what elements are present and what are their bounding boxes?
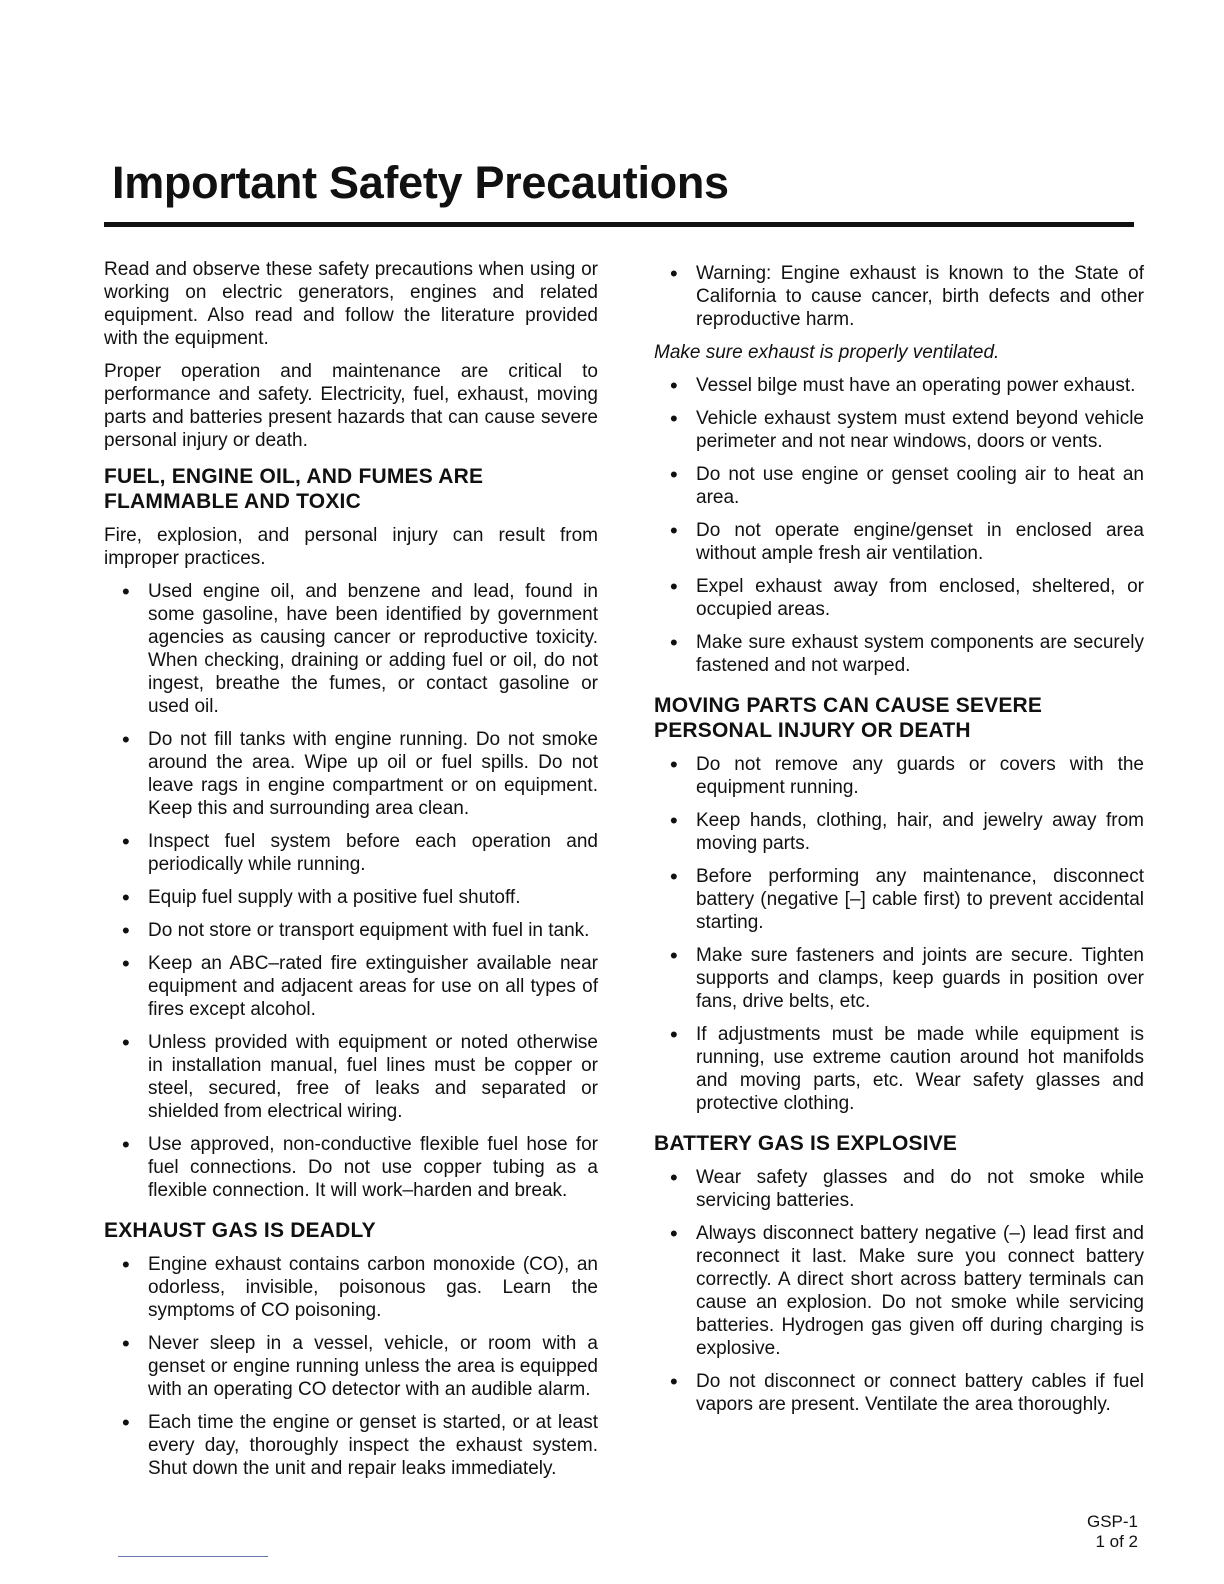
fuel-intro: Fire, explosion, and personal injury can result from improper practices. bbox=[104, 525, 598, 569]
intro-paragraph-1: Read and observe these safety precautions when using or working on electric generators, engines and related equipment. Also read and follow the literature provided with the equipment. bbox=[104, 259, 598, 349]
list-item: • Before performing any maintenance, disconnect battery (negative [–] cable first) to prevent accidental starting. bbox=[654, 865, 1144, 934]
page-title: Important Safety Precautions bbox=[112, 157, 729, 208]
page-footer bbox=[1087, 1512, 1138, 1552]
ventilation-list bbox=[654, 374, 1144, 677]
list-item: • Used engine oil, and benzene and lead, found in some gasoline, have been identified by government agencies as causing cancer or reproductive toxicity. When checking, draining or adding fuel or oil, do not ingest, breathe the fumes, or contact gasoline or used oil. bbox=[104, 580, 598, 718]
left-column bbox=[104, 258, 598, 1490]
list-item: • Do not operate engine/genset in enclosed area without ample fresh air ventilation. bbox=[654, 519, 1144, 565]
list-item: • Make sure fasteners and joints are secure. Tighten supports and clamps, keep guards in position over fans, drive belts, etc. bbox=[654, 944, 1144, 1013]
moving-heading-line-1: MOVING PARTS CAN CAUSE SEVERE bbox=[654, 694, 1043, 717]
list-item: • Inspect fuel system before each operation and periodically while running. bbox=[104, 830, 598, 876]
fuel-heading-line-2: FLAMMABLE AND TOXIC bbox=[104, 490, 361, 513]
page-number: 1 of 2 bbox=[1095, 1532, 1138, 1551]
list-item: • Equip fuel supply with a positive fuel shutoff. bbox=[104, 886, 598, 909]
fuel-list bbox=[104, 580, 598, 1202]
list-item: • If adjustments must be made while equipment is running, use extreme caution around hot manifolds and moving parts, etc. Wear safety glasses and protective clothing. bbox=[654, 1023, 1144, 1115]
right-column bbox=[654, 262, 1144, 1426]
exhaust-heading: EXHAUST GAS IS DEADLY bbox=[104, 1219, 376, 1242]
battery-list bbox=[654, 1166, 1144, 1416]
exhaust-list bbox=[104, 1253, 598, 1480]
moving-parts-heading bbox=[654, 693, 1144, 743]
list-item: • Expel exhaust away from enclosed, sheltered, or occupied areas. bbox=[654, 575, 1144, 621]
fuel-heading-line-1: FUEL, ENGINE OIL, AND FUMES ARE bbox=[104, 465, 484, 488]
battery-heading: BATTERY GAS IS EXPLOSIVE bbox=[654, 1132, 958, 1155]
warning-item: • Warning: Engine exhaust is known to the State of California to cause cancer, birth defects and other reproductive harm. bbox=[654, 262, 1144, 331]
list-item: • Use approved, non-conductive flexible fuel hose for fuel connections. Do not use copper tubing as a flexible connection. It will work–harden and break. bbox=[104, 1133, 598, 1202]
warning-list bbox=[654, 262, 1144, 331]
list-item: • Never sleep in a vessel, vehicle, or room with a genset or engine running unless the area is equipped with an operating CO detector with an audible alarm. bbox=[104, 1332, 598, 1401]
list-item: • Wear safety glasses and do not smoke while servicing batteries. bbox=[654, 1166, 1144, 1212]
list-item: • Vessel bilge must have an operating power exhaust. bbox=[654, 374, 1144, 397]
moving-parts-list bbox=[654, 753, 1144, 1115]
list-item: • Always disconnect battery negative (–) lead first and reconnect it last. Make sure you connect battery correctly. A direct short across battery terminals can cause an explosion. Do not smoke while servicing batteries. Hydrogen gas given off during charging is explosive. bbox=[654, 1222, 1144, 1360]
list-item: • Do not fill tanks with engine running. Do not smoke around the area. Wipe up oil or fuel spills. Do not leave rags in engine compartment or on equipment. Keep this and surrounding area clean. bbox=[104, 728, 598, 820]
list-item: • Unless provided with equipment or noted otherwise in installation manual, fuel lines must be copper or steel, secured, free of leaks and separated or shielded from electrical wiring. bbox=[104, 1031, 598, 1123]
list-item: • Keep hands, clothing, hair, and jewelry away from moving parts. bbox=[654, 809, 1144, 855]
list-item: • Each time the engine or genset is started, or at least every day, thoroughly inspect the exhaust system. Shut down the unit and repair leaks immediately. bbox=[104, 1411, 598, 1480]
title-rule bbox=[104, 222, 1134, 227]
fuel-heading bbox=[104, 464, 598, 514]
list-item: • Do not remove any guards or covers with the equipment running. bbox=[654, 753, 1144, 799]
moving-heading-line-2: PERSONAL INJURY OR DEATH bbox=[654, 719, 971, 742]
list-item: • Do not use engine or genset cooling air to heat an area. bbox=[654, 463, 1144, 509]
list-item: • Engine exhaust contains carbon monoxide (CO), an odorless, invisible, poisonous gas. Learn the symptoms of CO poisoning. bbox=[104, 1253, 598, 1322]
bottom-divider bbox=[118, 1556, 268, 1557]
list-item: • Do not store or transport equipment with fuel in tank. bbox=[104, 919, 598, 942]
list-item: • Keep an ABC–rated fire extinguisher available near equipment and adjacent areas for use on all types of fires except alcohol. bbox=[104, 952, 598, 1021]
document-code: GSP-1 bbox=[1086, 1512, 1138, 1531]
ventilated-note: Make sure exhaust is properly ventilated. bbox=[654, 342, 1000, 363]
list-item: • Make sure exhaust system components are securely fastened and not warped. bbox=[654, 631, 1144, 677]
intro-paragraph-2: Proper operation and maintenance are critical to performance and safety. Electricity, fuel, exhaust, moving parts and batteries present hazards that can cause severe personal injury or death. bbox=[104, 361, 598, 451]
list-item: • Vehicle exhaust system must extend beyond vehicle perimeter and not near windows, doors or vents. bbox=[654, 407, 1144, 453]
list-item: • Do not disconnect or connect battery cables if fuel vapors are present. Ventilate the area thoroughly. bbox=[654, 1370, 1144, 1416]
